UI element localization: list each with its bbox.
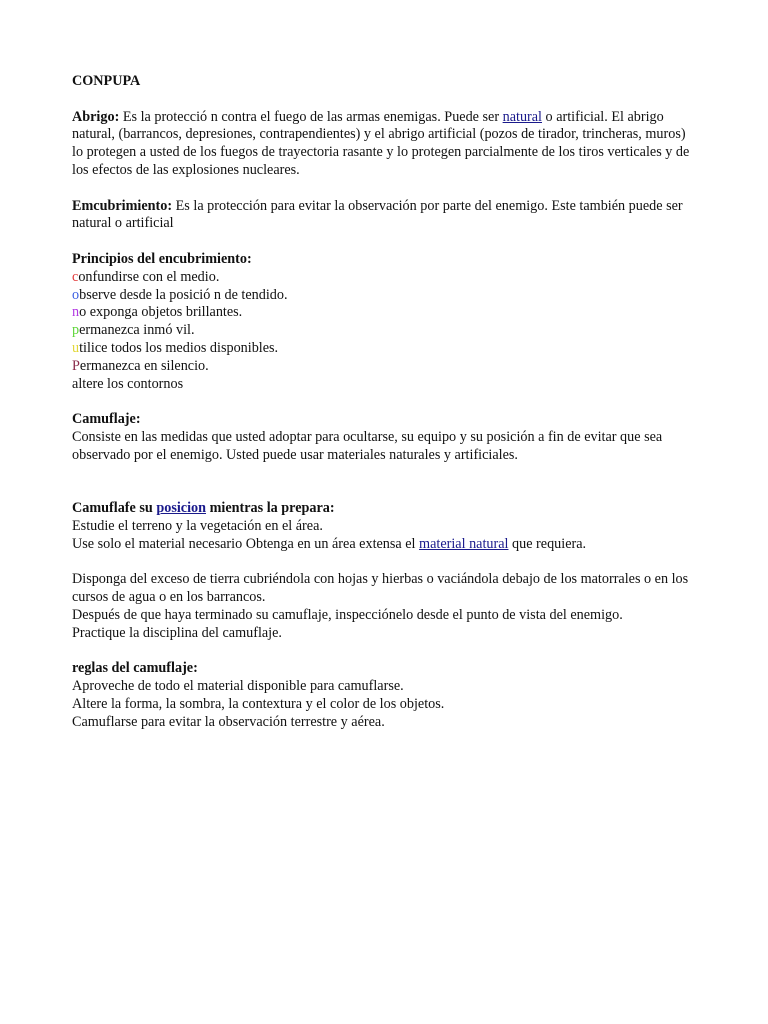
- list-item: [72, 358, 696, 376]
- encubrimiento-heading: Emcubrimiento:: [72, 197, 173, 214]
- list-item: [72, 269, 696, 287]
- list-item: [72, 304, 696, 322]
- natural-link[interactable]: natural: [502, 108, 542, 125]
- list-item: [72, 376, 696, 394]
- acronym-letter: n: [72, 304, 80, 321]
- list-item-text: ltere los contornos: [78, 375, 184, 392]
- list-item-text: bserve desde la posició n de tendido.: [79, 286, 288, 303]
- list-item: [72, 287, 696, 305]
- posicion-link[interactable]: posicion: [156, 500, 207, 517]
- acronym-letter: c: [72, 268, 79, 285]
- reglas-heading: reglas del camuflaje:: [72, 660, 198, 677]
- acronym-letter: p: [72, 322, 80, 339]
- acronym-letter: o: [72, 286, 80, 303]
- camuflafe-line-2: Use solo el material necesario Obtenga en un área extensa el material natural que requiera.: [72, 535, 587, 552]
- camuflafe-line-1: Estudie el terreno y la vegetación en el área.: [72, 517, 323, 534]
- document-page: [72, 73, 696, 731]
- camuflaje-text: Consiste en las medidas que usted adoptar para ocultarse, su equipo y su posición a fin de evitar que sea observado por el enemigo. Usted puede usar materiales naturales y artificiales.: [72, 428, 663, 463]
- list-item: Altere la forma, la sombra, la contextura y el color de los objetos.: [72, 695, 445, 712]
- spacer: [72, 91, 696, 109]
- document-title: CONPUPA: [72, 73, 141, 89]
- acronym-letter: P: [72, 357, 80, 374]
- spacer: [72, 643, 696, 661]
- principios-heading: Principios del encubrimiento:: [72, 250, 252, 267]
- camuflafe-heading: Camuflafe su posicion mientras la prepara:: [72, 500, 335, 517]
- despues-paragraph: Después de que haya terminado su camuflaje, inspecciónelo desde el punto de vista del enemigo.: [72, 606, 623, 623]
- list-item-text: ermanezca inmó vil.: [79, 322, 195, 339]
- list-item-text: tilice todos los medios disponibles.: [79, 339, 279, 356]
- acronym-letter: a: [72, 375, 79, 392]
- practique-paragraph: Practique la disciplina del camuflaje.: [72, 624, 282, 641]
- acronym-letter: u: [72, 339, 80, 356]
- list-item: [72, 340, 696, 358]
- spacer: [72, 233, 696, 251]
- spacer: [72, 465, 696, 501]
- abrigo-paragraph: [72, 109, 696, 180]
- material-natural-link[interactable]: material natural: [419, 535, 509, 552]
- abrigo-text-2: o artificial. El abrigo natural, (barrancos, depresiones, contrapendientes) y el abrigo artificial (pozos de tirador, trincheras, muros) lo protegen a usted de los fuegos de trayectoria rasante y lo protegen parcialmente de los tiros verticales y de los efectos de las explosiones nucleares.: [72, 108, 690, 178]
- list-item-text: onfundirse con el medio.: [78, 268, 220, 285]
- spacer: [72, 554, 696, 572]
- list-item: Aproveche de todo el material disponible para camuflarse.: [72, 678, 404, 695]
- abrigo-text-1: Es la protecció n contra el fuego de las armas enemigas. Puede ser: [119, 108, 503, 125]
- principios-list: [72, 269, 696, 394]
- list-item: Camuflarse para evitar la observación terrestre y aérea.: [72, 713, 385, 730]
- camuflaje-heading: Camuflaje:: [72, 411, 141, 428]
- spacer: [72, 393, 696, 411]
- list-item-text: o exponga objetos brillantes.: [79, 304, 243, 321]
- disponga-paragraph: Disponga del exceso de tierra cubriéndola con hojas y hierbas o vaciándola debajo de los matorrales o en los cursos de agua o en los barrancos.: [72, 571, 689, 606]
- encubrimiento-text: Es la protección para evitar la observación por parte del enemigo. Este también puede ser natural o artificial: [72, 197, 683, 232]
- list-item: [72, 322, 696, 340]
- spacer: [72, 180, 696, 198]
- abrigo-heading: Abrigo:: [72, 108, 120, 125]
- list-item-text: ermanezca en silencio.: [79, 357, 209, 374]
- encubrimiento-paragraph: [72, 198, 696, 234]
